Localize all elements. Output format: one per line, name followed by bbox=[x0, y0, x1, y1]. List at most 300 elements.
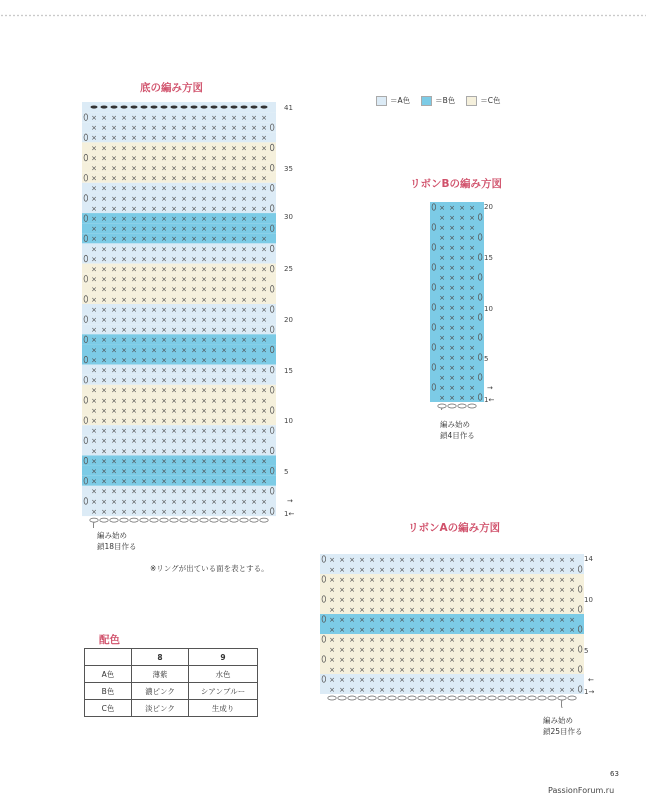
bottom-single-crochet: × bbox=[211, 386, 217, 395]
color-scheme-row bbox=[85, 700, 258, 717]
ribbon-a-single-crochet: × bbox=[469, 615, 475, 624]
ribbon-a-single-crochet: × bbox=[359, 635, 365, 644]
bottom-single-crochet: × bbox=[121, 346, 127, 355]
bottom-single-crochet: × bbox=[111, 366, 117, 375]
ribbon-a-foundation-chain bbox=[428, 696, 436, 700]
ribbon-b-single-crochet: × bbox=[459, 303, 465, 312]
bottom-single-crochet: × bbox=[121, 194, 127, 203]
bottom-single-crochet: × bbox=[91, 396, 97, 405]
ribbon-b-single-crochet: × bbox=[439, 283, 445, 292]
ribbon-a-single-crochet: × bbox=[539, 595, 545, 604]
bottom-single-crochet: × bbox=[151, 214, 157, 223]
bottom-single-crochet: × bbox=[121, 356, 127, 365]
bottom-single-crochet: × bbox=[101, 154, 107, 163]
ribbon-a-single-crochet: × bbox=[339, 585, 345, 594]
bottom-single-crochet: × bbox=[101, 164, 107, 173]
legend-label-c: ＝C色 bbox=[480, 96, 501, 105]
bottom-single-crochet: × bbox=[121, 487, 127, 496]
bottom-single-crochet: × bbox=[201, 406, 207, 415]
bottom-single-crochet: × bbox=[261, 285, 267, 294]
ribbon-a-single-crochet: × bbox=[499, 605, 505, 614]
bottom-single-crochet: × bbox=[181, 245, 187, 254]
bottom-single-crochet: × bbox=[211, 437, 217, 446]
bottom-single-crochet: × bbox=[261, 406, 267, 415]
ribbon-a-single-crochet: × bbox=[429, 635, 435, 644]
ribbon-b-single-crochet: × bbox=[449, 303, 455, 312]
bottom-single-crochet: × bbox=[191, 245, 197, 254]
ribbon-a-single-crochet: × bbox=[509, 665, 515, 674]
color-scheme-cell: A色 bbox=[85, 666, 132, 683]
ribbon-a-single-crochet: × bbox=[329, 595, 335, 604]
ribbon-b-single-crochet: × bbox=[459, 203, 465, 212]
bottom-single-crochet: × bbox=[181, 487, 187, 496]
ribbon-b-single-crochet: × bbox=[439, 363, 445, 372]
bottom-single-crochet: × bbox=[211, 285, 217, 294]
ribbon-a-single-crochet: × bbox=[539, 585, 545, 594]
bottom-single-crochet: × bbox=[171, 386, 177, 395]
bottom-single-crochet: × bbox=[221, 184, 227, 193]
ribbon-a-single-crochet: × bbox=[389, 555, 395, 564]
bottom-single-crochet: × bbox=[131, 295, 137, 304]
bottom-single-crochet: × bbox=[111, 144, 117, 153]
color-scheme-table bbox=[84, 648, 258, 717]
bottom-single-crochet: × bbox=[221, 225, 227, 234]
bottom-single-crochet: × bbox=[211, 144, 217, 153]
bottom-single-crochet: × bbox=[111, 225, 117, 234]
ribbon-a-foundation-chain bbox=[548, 696, 556, 700]
bottom-single-crochet: × bbox=[131, 204, 137, 213]
ribbon-b-single-crochet: × bbox=[449, 373, 455, 382]
bottom-single-crochet: × bbox=[131, 174, 137, 183]
ribbon-b-single-crochet: × bbox=[469, 263, 475, 272]
top-dotted-rule bbox=[0, 14, 646, 17]
color-legend bbox=[376, 95, 501, 106]
bottom-single-crochet: × bbox=[121, 154, 127, 163]
ribbon-b-single-crochet: × bbox=[439, 303, 445, 312]
bottom-single-crochet: × bbox=[211, 255, 217, 264]
ribbon-a-single-crochet: × bbox=[429, 555, 435, 564]
ribbon-a-single-crochet: × bbox=[339, 635, 345, 644]
bottom-single-crochet: × bbox=[121, 315, 127, 324]
ribbon-a-single-crochet: × bbox=[359, 655, 365, 664]
bottom-single-crochet: × bbox=[221, 295, 227, 304]
ribbon-a-single-crochet: × bbox=[349, 565, 355, 574]
ribbon-a-single-crochet: × bbox=[389, 565, 395, 574]
bottom-foundation-chain bbox=[150, 518, 158, 522]
bottom-single-crochet: × bbox=[141, 235, 147, 244]
ribbon-a-single-crochet: × bbox=[329, 575, 335, 584]
bottom-single-crochet: × bbox=[221, 164, 227, 173]
bottom-single-crochet: × bbox=[241, 225, 247, 234]
bottom-single-crochet: × bbox=[141, 497, 147, 506]
bottom-single-crochet: × bbox=[261, 326, 267, 335]
bottom-single-crochet: × bbox=[251, 124, 257, 133]
bottom-single-crochet: × bbox=[101, 184, 107, 193]
bottom-single-crochet: × bbox=[211, 174, 217, 183]
bottom-single-crochet: × bbox=[231, 124, 237, 133]
bottom-single-crochet: × bbox=[131, 225, 137, 234]
bottom-single-crochet: × bbox=[141, 386, 147, 395]
bottom-single-crochet: × bbox=[91, 214, 97, 223]
bottom-single-crochet: × bbox=[181, 346, 187, 355]
bottom-single-crochet: × bbox=[131, 134, 137, 143]
ribbon-a-single-crochet: × bbox=[559, 635, 565, 644]
ribbon-a-single-crochet: × bbox=[569, 565, 575, 574]
color-scheme-cell: B色 bbox=[85, 683, 132, 700]
bottom-single-crochet: × bbox=[191, 336, 197, 345]
bottom-single-crochet: × bbox=[201, 477, 207, 486]
bottom-single-crochet: × bbox=[241, 134, 247, 143]
ribbon-a-start-line1: 編み始め bbox=[543, 716, 573, 725]
bottom-single-crochet: × bbox=[171, 427, 177, 436]
color-scheme-header-cell: 9 bbox=[189, 649, 258, 666]
bottom-single-crochet: × bbox=[151, 184, 157, 193]
bottom-single-crochet: × bbox=[201, 326, 207, 335]
bottom-single-crochet: × bbox=[171, 295, 177, 304]
bottom-single-crochet: × bbox=[161, 315, 167, 324]
ribbon-a-single-crochet: × bbox=[419, 645, 425, 654]
ribbon-b-single-crochet: × bbox=[469, 293, 475, 302]
bottom-single-crochet: × bbox=[141, 477, 147, 486]
bottom-single-crochet: × bbox=[181, 124, 187, 133]
bottom-single-crochet: × bbox=[211, 154, 217, 163]
bottom-slip-stitch bbox=[131, 105, 138, 108]
bottom-single-crochet: × bbox=[191, 305, 197, 314]
bottom-single-crochet: × bbox=[91, 386, 97, 395]
bottom-single-crochet: × bbox=[241, 477, 247, 486]
bottom-single-crochet: × bbox=[141, 124, 147, 133]
bottom-slip-stitch bbox=[151, 105, 158, 108]
bottom-single-crochet: × bbox=[181, 396, 187, 405]
ribbon-a-single-crochet: × bbox=[519, 565, 525, 574]
ribbon-a-single-crochet: × bbox=[409, 685, 415, 694]
bottom-single-crochet: × bbox=[121, 245, 127, 254]
bottom-single-crochet: × bbox=[221, 124, 227, 133]
ribbon-b-single-crochet: × bbox=[469, 373, 475, 382]
ribbon-a-single-crochet: × bbox=[459, 595, 465, 604]
bottom-single-crochet: × bbox=[101, 437, 107, 446]
bottom-single-crochet: × bbox=[131, 467, 137, 476]
bottom-single-crochet: × bbox=[131, 265, 137, 274]
bottom-single-crochet: × bbox=[141, 507, 147, 516]
ribbon-a-single-crochet: × bbox=[529, 605, 535, 614]
bottom-slip-stitch bbox=[201, 105, 208, 108]
ribbon-b-row-label-20: 20 bbox=[484, 203, 493, 211]
bottom-single-crochet: × bbox=[111, 164, 117, 173]
bottom-single-crochet: × bbox=[161, 113, 167, 122]
bottom-single-crochet: × bbox=[141, 336, 147, 345]
ribbon-a-single-crochet: × bbox=[549, 625, 555, 634]
ribbon-a-single-crochet: × bbox=[489, 565, 495, 574]
ribbon-a-single-crochet: × bbox=[389, 665, 395, 674]
bottom-single-crochet: × bbox=[241, 275, 247, 284]
bottom-single-crochet: × bbox=[131, 376, 137, 385]
ribbon-a-row-label-10: 10 bbox=[584, 596, 593, 604]
ribbon-a-foundation-chain bbox=[358, 696, 366, 700]
ribbon-a-single-crochet: × bbox=[499, 565, 505, 574]
bottom-single-crochet: × bbox=[141, 366, 147, 375]
ribbon-a-single-crochet: × bbox=[529, 645, 535, 654]
bottom-single-crochet: × bbox=[91, 174, 97, 183]
ribbon-a-single-crochet: × bbox=[439, 625, 445, 634]
ribbon-a-single-crochet: × bbox=[509, 585, 515, 594]
ribbon-a-single-crochet: × bbox=[329, 665, 335, 674]
bottom-single-crochet: × bbox=[191, 507, 197, 516]
bottom-single-crochet: × bbox=[241, 386, 247, 395]
bottom-single-crochet: × bbox=[231, 427, 237, 436]
bottom-single-crochet: × bbox=[251, 366, 257, 375]
bottom-single-crochet: × bbox=[121, 265, 127, 274]
ribbon-b-single-crochet: × bbox=[469, 313, 475, 322]
ribbon-b-single-crochet: × bbox=[449, 333, 455, 342]
ribbon-a-single-crochet: × bbox=[479, 565, 485, 574]
bottom-single-crochet: × bbox=[221, 477, 227, 486]
bottom-single-crochet: × bbox=[101, 467, 107, 476]
ribbon-a-foundation-chain bbox=[488, 696, 496, 700]
ribbon-a-single-crochet: × bbox=[329, 565, 335, 574]
bottom-single-crochet: × bbox=[171, 366, 177, 375]
bottom-single-crochet: × bbox=[191, 295, 197, 304]
ribbon-a-turn-arrow: ← bbox=[588, 676, 594, 684]
bottom-single-crochet: × bbox=[241, 437, 247, 446]
bottom-single-crochet: × bbox=[91, 427, 97, 436]
ribbon-a-single-crochet: × bbox=[569, 635, 575, 644]
ribbon-a-single-crochet: × bbox=[569, 655, 575, 664]
bottom-single-crochet: × bbox=[91, 255, 97, 264]
bottom-single-crochet: × bbox=[181, 295, 187, 304]
ribbon-b-single-crochet: × bbox=[439, 313, 445, 322]
ribbon-a-single-crochet: × bbox=[539, 625, 545, 634]
bottom-single-crochet: × bbox=[121, 164, 127, 173]
bottom-single-crochet: × bbox=[101, 225, 107, 234]
ribbon-a-single-crochet: × bbox=[469, 595, 475, 604]
ribbon-a-single-crochet: × bbox=[409, 585, 415, 594]
bottom-single-crochet: × bbox=[261, 416, 267, 425]
bottom-single-crochet: × bbox=[221, 386, 227, 395]
bottom-single-crochet: × bbox=[171, 204, 177, 213]
ribbon-a-single-crochet: × bbox=[569, 605, 575, 614]
bottom-single-crochet: × bbox=[141, 356, 147, 365]
ribbon-a-single-crochet: × bbox=[569, 665, 575, 674]
ribbon-a-single-crochet: × bbox=[479, 655, 485, 664]
bottom-single-crochet: × bbox=[141, 315, 147, 324]
bottom-single-crochet: × bbox=[211, 225, 217, 234]
bottom-single-crochet: × bbox=[121, 134, 127, 143]
ribbon-a-single-crochet: × bbox=[359, 645, 365, 654]
bottom-single-crochet: × bbox=[211, 204, 217, 213]
bottom-single-crochet: × bbox=[111, 154, 117, 163]
ribbon-a-single-crochet: × bbox=[339, 555, 345, 564]
ribbon-b-row-label-10: 10 bbox=[484, 305, 493, 313]
ribbon-a-single-crochet: × bbox=[489, 665, 495, 674]
bottom-single-crochet: × bbox=[181, 457, 187, 466]
bottom-single-crochet: × bbox=[201, 416, 207, 425]
ribbon-a-single-crochet: × bbox=[389, 605, 395, 614]
color-scheme-cell: 淡ピンク bbox=[132, 700, 189, 717]
bottom-single-crochet: × bbox=[101, 275, 107, 284]
ribbon-b-foundation-chain bbox=[458, 404, 466, 408]
bottom-single-crochet: × bbox=[161, 174, 167, 183]
bottom-single-crochet: × bbox=[161, 124, 167, 133]
legend-swatch-b bbox=[421, 96, 432, 106]
bottom-single-crochet: × bbox=[221, 194, 227, 203]
bottom-single-crochet: × bbox=[151, 255, 157, 264]
bottom-single-crochet: × bbox=[111, 275, 117, 284]
bottom-single-crochet: × bbox=[241, 124, 247, 133]
ribbon-a-single-crochet: × bbox=[509, 635, 515, 644]
bottom-single-crochet: × bbox=[261, 315, 267, 324]
bottom-single-crochet: × bbox=[161, 386, 167, 395]
bottom-single-crochet: × bbox=[261, 437, 267, 446]
ribbon-a-single-crochet: × bbox=[559, 615, 565, 624]
bottom-single-crochet: × bbox=[171, 265, 177, 274]
bottom-single-crochet: × bbox=[151, 174, 157, 183]
ribbon-a-single-crochet: × bbox=[479, 595, 485, 604]
ribbon-a-foundation-chain bbox=[378, 696, 386, 700]
ribbon-a-single-crochet: × bbox=[549, 635, 555, 644]
bottom-single-crochet: × bbox=[191, 477, 197, 486]
ribbon-a-single-crochet: × bbox=[379, 665, 385, 674]
bottom-single-crochet: × bbox=[201, 346, 207, 355]
ribbon-a-single-crochet: × bbox=[399, 555, 405, 564]
bottom-single-crochet: × bbox=[141, 113, 147, 122]
ribbon-a-single-crochet: × bbox=[469, 565, 475, 574]
ribbon-b-single-crochet: × bbox=[439, 323, 445, 332]
ribbon-a-single-crochet: × bbox=[409, 655, 415, 664]
bottom-single-crochet: × bbox=[171, 336, 177, 345]
bottom-single-crochet: × bbox=[201, 113, 207, 122]
bottom-single-crochet: × bbox=[151, 194, 157, 203]
bottom-single-crochet: × bbox=[191, 326, 197, 335]
bottom-single-crochet: × bbox=[161, 204, 167, 213]
bottom-single-crochet: × bbox=[111, 124, 117, 133]
bottom-single-crochet: × bbox=[101, 204, 107, 213]
ribbon-a-single-crochet: × bbox=[429, 665, 435, 674]
bottom-single-crochet: × bbox=[251, 477, 257, 486]
ribbon-a-single-crochet: × bbox=[489, 675, 495, 684]
bottom-single-crochet: × bbox=[91, 467, 97, 476]
ribbon-a-single-crochet: × bbox=[339, 675, 345, 684]
bottom-single-crochet: × bbox=[261, 225, 267, 234]
ribbon-a-single-crochet: × bbox=[389, 585, 395, 594]
ribbon-a-single-crochet: × bbox=[369, 615, 375, 624]
ribbon-a-single-crochet: × bbox=[369, 645, 375, 654]
bottom-single-crochet: × bbox=[231, 477, 237, 486]
bottom-single-crochet: × bbox=[151, 315, 157, 324]
bottom-single-crochet: × bbox=[261, 447, 267, 456]
bottom-single-crochet: × bbox=[231, 406, 237, 415]
bottom-single-crochet: × bbox=[211, 275, 217, 284]
ribbon-a-single-crochet: × bbox=[439, 635, 445, 644]
ribbon-a-single-crochet: × bbox=[459, 635, 465, 644]
bottom-single-crochet: × bbox=[151, 124, 157, 133]
bottom-single-crochet: × bbox=[231, 487, 237, 496]
bottom-single-crochet: × bbox=[201, 315, 207, 324]
bottom-single-crochet: × bbox=[201, 467, 207, 476]
ribbon-a-foundation-chain bbox=[538, 696, 546, 700]
bottom-single-crochet: × bbox=[191, 134, 197, 143]
bottom-single-crochet: × bbox=[211, 295, 217, 304]
bottom-single-crochet: × bbox=[171, 214, 177, 223]
bottom-single-crochet: × bbox=[211, 265, 217, 274]
bottom-single-crochet: × bbox=[111, 134, 117, 143]
bottom-single-crochet: × bbox=[231, 144, 237, 153]
bottom-single-crochet: × bbox=[191, 386, 197, 395]
bottom-single-crochet: × bbox=[171, 164, 177, 173]
bottom-single-crochet: × bbox=[121, 396, 127, 405]
bottom-single-crochet: × bbox=[231, 447, 237, 456]
ribbon-a-single-crochet: × bbox=[489, 605, 495, 614]
color-scheme-row bbox=[85, 666, 258, 683]
ribbon-a-single-crochet: × bbox=[439, 565, 445, 574]
ribbon-a-single-crochet: × bbox=[439, 555, 445, 564]
bottom-single-crochet: × bbox=[211, 235, 217, 244]
bottom-single-crochet: × bbox=[261, 113, 267, 122]
bottom-single-crochet: × bbox=[231, 275, 237, 284]
bottom-single-crochet: × bbox=[151, 507, 157, 516]
ribbon-a-foundation-chain bbox=[468, 696, 476, 700]
bottom-single-crochet: × bbox=[161, 144, 167, 153]
bottom-single-crochet: × bbox=[141, 457, 147, 466]
bottom-single-crochet: × bbox=[101, 194, 107, 203]
ribbon-b-single-crochet: × bbox=[449, 293, 455, 302]
ribbon-a-single-crochet: × bbox=[329, 585, 335, 594]
ribbon-a-single-crochet: × bbox=[359, 685, 365, 694]
ribbon-a-single-crochet: × bbox=[549, 565, 555, 574]
bottom-single-crochet: × bbox=[231, 396, 237, 405]
bottom-single-crochet: × bbox=[161, 507, 167, 516]
bottom-single-crochet: × bbox=[161, 194, 167, 203]
ribbon-a-single-crochet: × bbox=[369, 585, 375, 594]
bottom-single-crochet: × bbox=[171, 326, 177, 335]
ribbon-b-single-crochet: × bbox=[459, 283, 465, 292]
bottom-single-crochet: × bbox=[211, 194, 217, 203]
ribbon-a-single-crochet: × bbox=[419, 585, 425, 594]
bottom-single-crochet: × bbox=[101, 487, 107, 496]
bottom-single-crochet: × bbox=[251, 113, 257, 122]
ribbon-a-single-crochet: × bbox=[499, 595, 505, 604]
bottom-single-crochet: × bbox=[91, 326, 97, 335]
ribbon-a-single-crochet: × bbox=[519, 555, 525, 564]
bottom-single-crochet: × bbox=[101, 124, 107, 133]
bottom-single-crochet: × bbox=[171, 396, 177, 405]
bottom-single-crochet: × bbox=[161, 275, 167, 284]
bottom-single-crochet: × bbox=[211, 457, 217, 466]
bottom-single-crochet: × bbox=[141, 164, 147, 173]
bottom-single-crochet: × bbox=[191, 427, 197, 436]
bottom-single-crochet: × bbox=[211, 124, 217, 133]
bottom-single-crochet: × bbox=[91, 346, 97, 355]
bottom-single-crochet: × bbox=[151, 225, 157, 234]
ribbon-a-single-crochet: × bbox=[379, 555, 385, 564]
ribbon-a-single-crochet: × bbox=[329, 675, 335, 684]
bottom-single-crochet: × bbox=[261, 194, 267, 203]
bottom-single-crochet: × bbox=[141, 376, 147, 385]
bottom-single-crochet: × bbox=[121, 275, 127, 284]
ribbon-b-single-crochet: × bbox=[469, 383, 475, 392]
bottom-single-crochet: × bbox=[181, 214, 187, 223]
bottom-single-crochet: × bbox=[161, 497, 167, 506]
ribbon-a-foundation-chain bbox=[348, 696, 356, 700]
ribbon-a-single-crochet: × bbox=[539, 665, 545, 674]
bottom-single-crochet: × bbox=[141, 265, 147, 274]
bottom-single-crochet: × bbox=[251, 184, 257, 193]
bottom-slip-stitch bbox=[251, 105, 258, 108]
bottom-single-crochet: × bbox=[211, 507, 217, 516]
bottom-single-crochet: × bbox=[241, 326, 247, 335]
ribbon-a-single-crochet: × bbox=[409, 605, 415, 614]
ribbon-b-single-crochet: × bbox=[469, 233, 475, 242]
